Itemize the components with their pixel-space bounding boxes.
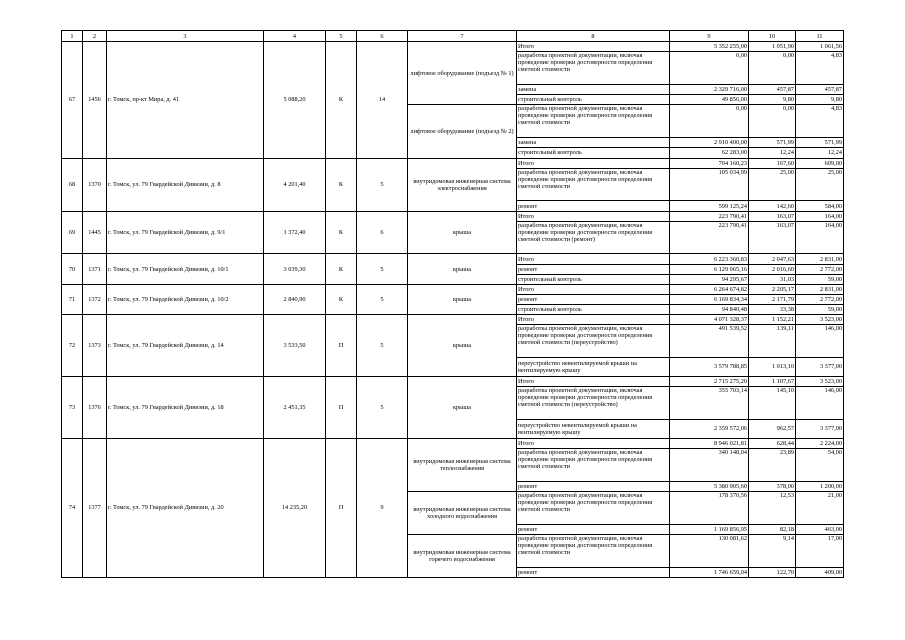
work-type: строительный контроль (517, 148, 670, 158)
work-type: ремонт (517, 567, 670, 577)
table-row (62, 254, 844, 264)
cost-per-m2: 33,38 (749, 304, 796, 314)
header-row (62, 31, 844, 42)
house-address: г. Томск, ул. 79 Гвардейской Дивизии, д. 8 (107, 158, 264, 211)
work-type: Итого (517, 284, 670, 294)
cost-total: 6 169 834,34 (670, 294, 749, 304)
cost-per-m2: 163,07 (749, 211, 796, 221)
work-type: разработка проектной документации, включая проведение проверки достоверности определения сметной стоимости (517, 491, 670, 524)
work-type: Итого (517, 42, 670, 52)
max-cost-per-m2: 409,00 (796, 567, 844, 577)
max-cost-per-m2: 21,00 (796, 491, 844, 524)
cost-per-m2: 142,60 (749, 201, 796, 211)
max-cost-per-m2: 164,00 (796, 211, 844, 221)
cost-per-m2: 145,10 (749, 387, 796, 420)
cost-total: 8 946 021,81 (670, 438, 749, 448)
floor-count: 9 (357, 438, 408, 577)
row-number: 69 (62, 211, 83, 254)
wall-material: П (326, 438, 357, 577)
col-header-5: 5 (326, 31, 357, 42)
max-cost-per-m2: 457,87 (796, 85, 844, 95)
cost-total: 2 329 716,00 (670, 85, 749, 95)
house-code: 1376 (83, 376, 107, 438)
cost-per-m2: 139,11 (749, 325, 796, 358)
col-header-9: 9 (670, 31, 749, 42)
cost-total: 130 081,62 (670, 534, 749, 567)
max-cost-per-m2: 164,00 (796, 221, 844, 254)
cost-total: 223 790,41 (670, 221, 749, 254)
work-type: ремонт (517, 264, 670, 274)
cost-total: 2 715 275,20 (670, 376, 749, 386)
wall-material: К (326, 42, 357, 158)
floor-count: 14 (357, 42, 408, 158)
work-type: разработка проектной документации, включая проведение проверки достоверности определения сметной стоимости (517, 448, 670, 481)
table-row (62, 284, 844, 294)
cost-per-m2: 628,44 (749, 438, 796, 448)
work-type: ремонт (517, 524, 670, 534)
cost-per-m2: 1 013,10 (749, 357, 796, 376)
row-number: 72 (62, 315, 83, 377)
cost-total: 2 359 572,06 (670, 419, 749, 438)
cost-per-m2: 23,89 (749, 448, 796, 481)
table-row (62, 211, 844, 221)
floor-count: 5 (357, 376, 408, 438)
cost-per-m2: 2 205,17 (749, 284, 796, 294)
col-header-6: 6 (357, 31, 408, 42)
cost-total: 355 703,14 (670, 387, 749, 420)
house-code: 1377 (83, 438, 107, 577)
max-cost-per-m2: 463,00 (796, 524, 844, 534)
cost-total: 6 129 065,16 (670, 264, 749, 274)
wall-material: К (326, 158, 357, 211)
work-type: замена (517, 85, 670, 95)
max-cost-per-m2: 2 772,00 (796, 264, 844, 274)
row-number: 71 (62, 284, 83, 314)
work-system: лифтовое оборудование (подъезд № 1) (408, 42, 517, 105)
house-code: 1371 (83, 254, 107, 284)
table-row (62, 376, 844, 386)
house-address: г. Томск, ул. 79 Гвардейской Дивизии, д. 9/1 (107, 211, 264, 254)
cost-total: 6 264 674,82 (670, 284, 749, 294)
house-area: 2 840,90 (264, 284, 326, 314)
cost-per-m2: 163,07 (749, 221, 796, 254)
work-type: строительный контроль (517, 95, 670, 105)
work-system: крыша (408, 376, 517, 438)
col-header-7: 7 (408, 31, 517, 42)
floor-count: 6 (357, 211, 408, 254)
table-row (62, 315, 844, 325)
cost-total: 94 840,48 (670, 304, 749, 314)
wall-material: К (326, 211, 357, 254)
cost-per-m2: 12,24 (749, 148, 796, 158)
house-address: г. Томск, ул. 79 Гвардейской Дивизии, д. 14 (107, 315, 264, 377)
cost-per-m2: 378,00 (749, 481, 796, 491)
max-cost-per-m2: 9,80 (796, 95, 844, 105)
cost-total: 0,00 (670, 105, 749, 138)
max-cost-per-m2: 609,00 (796, 158, 844, 168)
cost-per-m2: 12,53 (749, 491, 796, 524)
work-type: разработка проектной документации, включая проведение проверки достоверности определения сметной стоимости (ремонт) (517, 221, 670, 254)
cost-per-m2: 0,00 (749, 105, 796, 138)
work-type: ремонт (517, 481, 670, 491)
floor-count: 5 (357, 158, 408, 211)
cost-total: 599 125,24 (670, 201, 749, 211)
work-type: Итого (517, 315, 670, 325)
max-cost-per-m2: 2 831,00 (796, 284, 844, 294)
cost-total: 62 283,00 (670, 148, 749, 158)
cost-per-m2: 962,57 (749, 419, 796, 438)
house-area: 1 372,40 (264, 211, 326, 254)
max-cost-per-m2: 54,00 (796, 448, 844, 481)
table-row (62, 158, 844, 168)
floor-count: 5 (357, 284, 408, 314)
cost-per-m2: 2 016,60 (749, 264, 796, 274)
col-header-4: 4 (264, 31, 326, 42)
row-number: 74 (62, 438, 83, 577)
house-code: 1373 (83, 315, 107, 377)
col-header-10: 10 (749, 31, 796, 42)
cost-total: 5 380 905,60 (670, 481, 749, 491)
max-cost-per-m2: 3 523,00 (796, 315, 844, 325)
wall-material: П (326, 315, 357, 377)
cost-total: 491 539,52 (670, 325, 749, 358)
cost-per-m2: 9,14 (749, 534, 796, 567)
max-cost-per-m2: 571,99 (796, 138, 844, 148)
house-code: 1372 (83, 284, 107, 314)
max-cost-per-m2: 17,00 (796, 534, 844, 567)
cost-total: 6 223 360,83 (670, 254, 749, 264)
work-type: разработка проектной документации, включая проведение проверки достоверности определения сметной стоимости (517, 168, 670, 201)
cost-total: 3 579 788,85 (670, 357, 749, 376)
work-system: крыша (408, 254, 517, 284)
max-cost-per-m2: 146,00 (796, 325, 844, 358)
cost-per-m2: 1 152,21 (749, 315, 796, 325)
house-area: 3 039,30 (264, 254, 326, 284)
cost-per-m2: 31,03 (749, 274, 796, 284)
work-type: ремонт (517, 201, 670, 211)
table-row (62, 438, 844, 448)
work-type: Итого (517, 376, 670, 386)
cost-per-m2: 82,18 (749, 524, 796, 534)
house-area: 3 533,50 (264, 315, 326, 377)
cost-total: 178 370,56 (670, 491, 749, 524)
max-cost-per-m2: 59,00 (796, 274, 844, 284)
col-header-2: 2 (83, 31, 107, 42)
cost-per-m2: 9,80 (749, 95, 796, 105)
max-cost-per-m2: 59,00 (796, 304, 844, 314)
cost-per-m2: 571,99 (749, 138, 796, 148)
floor-count: 5 (357, 254, 408, 284)
row-number: 70 (62, 254, 83, 284)
capital-repair-table (61, 30, 844, 578)
floor-count: 5 (357, 315, 408, 377)
col-header-8: 8 (517, 31, 670, 42)
wall-material: К (326, 254, 357, 284)
cost-total: 704 160,23 (670, 158, 749, 168)
cost-total: 4 071 328,37 (670, 315, 749, 325)
work-type: разработка проектной документации, включая проведение проверки достоверности определения сметной стоимости (переустройство) (517, 387, 670, 420)
max-cost-per-m2: 1 061,56 (796, 42, 844, 52)
row-number: 73 (62, 376, 83, 438)
max-cost-per-m2: 146,00 (796, 387, 844, 420)
cost-per-m2: 0,00 (749, 52, 796, 85)
house-address: г. Томск, ул. 79 Гвардейской Дивизии, д. 18 (107, 376, 264, 438)
work-system: крыша (408, 284, 517, 314)
wall-material: К (326, 284, 357, 314)
wall-material: П (326, 376, 357, 438)
house-area: 5 088,20 (264, 42, 326, 158)
cost-total: 0,00 (670, 52, 749, 85)
cost-total: 340 148,04 (670, 448, 749, 481)
house-area: 2 451,35 (264, 376, 326, 438)
max-cost-per-m2: 3 377,00 (796, 357, 844, 376)
work-system: крыша (408, 211, 517, 254)
work-type: разработка проектной документации, включая проведение проверки достоверности определения сметной стоимости (517, 105, 670, 138)
cost-per-m2: 2 171,79 (749, 294, 796, 304)
work-type: Итого (517, 438, 670, 448)
cost-total: 94 295,67 (670, 274, 749, 284)
work-type: строительный контроль (517, 304, 670, 314)
house-code: 1370 (83, 158, 107, 211)
work-system: крыша (408, 315, 517, 377)
cost-per-m2: 167,60 (749, 158, 796, 168)
work-system: внутридомовая инженерная система теплоснабжения (408, 438, 517, 491)
cost-total: 2 910 400,00 (670, 138, 749, 148)
row-number: 68 (62, 158, 83, 211)
work-type: переустройство невентилируемой крыши на вентилируемую крышу (517, 357, 670, 376)
house-code: 1456 (83, 42, 107, 158)
cost-total: 5 352 255,00 (670, 42, 749, 52)
max-cost-per-m2: 25,00 (796, 168, 844, 201)
work-type: переустройство невентилируемой крыши на вентилируемую крышу (517, 419, 670, 438)
house-address: г. Томск, пр-кт Мира, д. 41 (107, 42, 264, 158)
work-type: Итого (517, 211, 670, 221)
work-type: разработка проектной документации, включая проведение проверки достоверности определения сметной стоимости (517, 52, 670, 85)
max-cost-per-m2: 4,83 (796, 105, 844, 138)
max-cost-per-m2: 3 377,00 (796, 419, 844, 438)
col-header-3: 3 (107, 31, 264, 42)
max-cost-per-m2: 2 772,00 (796, 294, 844, 304)
house-area: 14 235,20 (264, 438, 326, 577)
cost-total: 223 790,41 (670, 211, 749, 221)
table-body (62, 31, 844, 578)
table-row (62, 42, 844, 52)
col-header-11: 11 (796, 31, 844, 42)
work-type: ремонт (517, 294, 670, 304)
cost-total: 105 034,99 (670, 168, 749, 201)
max-cost-per-m2: 3 523,00 (796, 376, 844, 386)
house-address: г. Томск, ул. 79 Гвардейской Дивизии, д. 10/1 (107, 254, 264, 284)
cost-per-m2: 1 051,90 (749, 42, 796, 52)
cost-per-m2: 2 047,63 (749, 254, 796, 264)
max-cost-per-m2: 4,83 (796, 52, 844, 85)
work-type: разработка проектной документации, включая проведение проверки достоверности определения сметной стоимости (переустройство) (517, 325, 670, 358)
cost-per-m2: 1 107,67 (749, 376, 796, 386)
house-area: 4 201,40 (264, 158, 326, 211)
row-number: 67 (62, 42, 83, 158)
col-header-1: 1 (62, 31, 83, 42)
cost-per-m2: 25,00 (749, 168, 796, 201)
work-system: внутридомовая инженерная система холодного водоснабжения (408, 491, 517, 534)
work-system: лифтовое оборудование (подъезд № 2) (408, 105, 517, 158)
max-cost-per-m2: 12,24 (796, 148, 844, 158)
cost-total: 1 746 659,04 (670, 567, 749, 577)
max-cost-per-m2: 1 200,00 (796, 481, 844, 491)
work-type: Итого (517, 158, 670, 168)
work-system: внутридомовая инженерная система электроснабжения (408, 158, 517, 211)
cost-total: 1 169 856,95 (670, 524, 749, 534)
house-address: г. Томск, ул. 79 Гвардейской Дивизии, д. 10/2 (107, 284, 264, 314)
work-type: Итого (517, 254, 670, 264)
house-code: 1445 (83, 211, 107, 254)
work-type: строительный контроль (517, 274, 670, 284)
work-system: внутридомовая инженерная система горячего водоснабжения (408, 534, 517, 577)
work-type: замена (517, 138, 670, 148)
work-type: разработка проектной документации, включая проведение проверки достоверности определения сметной стоимости (517, 534, 670, 567)
max-cost-per-m2: 584,00 (796, 201, 844, 211)
cost-total: 49 856,00 (670, 95, 749, 105)
cost-per-m2: 122,70 (749, 567, 796, 577)
house-address: г. Томск, ул. 79 Гвардейской Дивизии, д. 20 (107, 438, 264, 577)
max-cost-per-m2: 2 831,00 (796, 254, 844, 264)
cost-per-m2: 457,87 (749, 85, 796, 95)
max-cost-per-m2: 2 224,00 (796, 438, 844, 448)
